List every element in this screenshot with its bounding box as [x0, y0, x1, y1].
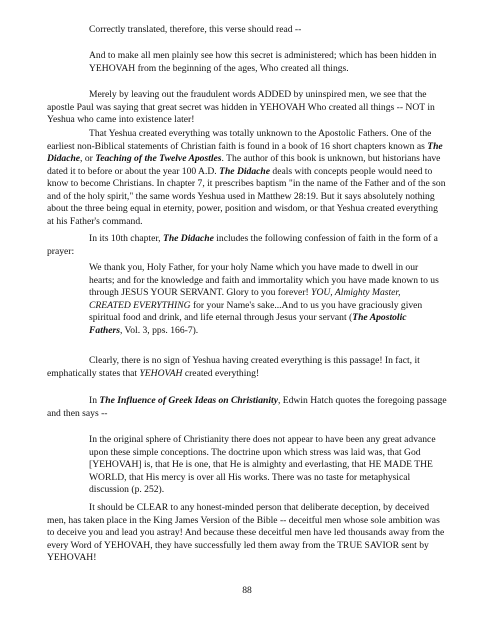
paragraph-didache-prayer: In its 10th chapter, The Didache includes the following confession of faith in the form of a prayer: [47, 233, 438, 257]
quote-hatch: In the original sphere of Christianity there does not appear to have been any great advance upon these simple conceptions. The doctrine upon which stress was laid was, that God [YEHOVAH] is, that He is one, that He is almighty and everlasting, that HE MADE THE WORLD, that His mercy is over all His works. There was no taste for metaphysical discussion (p. 252). [89, 434, 436, 495]
didache-title: The Didache [162, 233, 214, 244]
quote-ephesians: And to make all men plainly see how this secret is administered; which has been hidden in YEHOVAH from the beginning of the ages, Who created all things. [89, 50, 437, 74]
paragraph-didache-intro: That Yeshua created everything was totally unknown to the Apostolic Fathers. One of the earliest non-Biblical statements of Christian faith is found in a book of 16 short chapters known as The Didache, or Teaching of the Twelve Apostles. The author of this book is unknown, but historians have dated it to before or about the year 100 A.D. The Didache deals with concepts people would need to know to become Christians. In chapter 7, it prescribes baptism "in the name of the Father and of the son and of the holy spirit," the same words Yeshua used in Matthew 28:19. But it says absolutely nothing about the three being equal in eternity, power, position and wisdom, or that Yeshua created everything at his Father's command. [47, 128, 446, 227]
teaching-title: Teaching of the Twelve Apostles [95, 153, 222, 164]
quote-didache-prayer: We thank you, Holy Father, for your holy Name which you have made to dwell in our hearts; and for the knowledge and faith and immortality which you have made known to us through JESUS YOUR SERVANT. Glory to you forever! YOU, Almighty Master, CREATED EVERYTHING for your Name's sake...And to us you have graciously given spiritual food and drink, and life eternal through Jesus your servant (The Apostolic Fathers, Vol. 3, pps. 166-7). [89, 262, 439, 336]
paragraph-no-sign: Clearly, there is no sign of Yeshua having created everything is this passage! In fact, it emphatically states that YEHOVAH created everything! [47, 355, 420, 379]
paragraph-fraudulent-words: Merely by leaving out the fraudulent words ADDED by uninspired men, we see that the apostle Paul was saying that great secret was hidden in YEHOVAH Who created all things -- NOT in Yeshua who came into existence later! [47, 89, 435, 125]
hatch-book-title: The Influence of Greek Ideas on Christianity [99, 395, 278, 406]
italic-yehovah: YEHOVAH [139, 367, 183, 379]
didache-title: The Didache [47, 140, 443, 164]
paragraph-intro: Correctly translated, therefore, this verse should read -- [89, 24, 302, 35]
page-number: 88 [242, 585, 252, 596]
paragraph-conclusion: It should be CLEAR to any honest-minded person that deliberate deception, by deceived men, has taken place in the King James Version of the Bible -- deceitful men whose sole ambition was to deceive you and lead you astray! And because these deceitful men have led thousands away from the every Word of YEHOVAH, they have successfully led them away from the TRUE SAVIOR sent by YEHOVAH! [47, 502, 445, 563]
paragraph-hatch: In The Influence of Greek Ideas on Christianity, Edwin Hatch quotes the foregoing passage and then says -- [47, 395, 447, 419]
apostolic-fathers-title: The Apostolic Fathers [89, 312, 407, 336]
didache-title: The Didache [219, 165, 271, 177]
italic-emphasis: YOU, Almighty Master, CREATED EVERYTHING [89, 287, 401, 311]
